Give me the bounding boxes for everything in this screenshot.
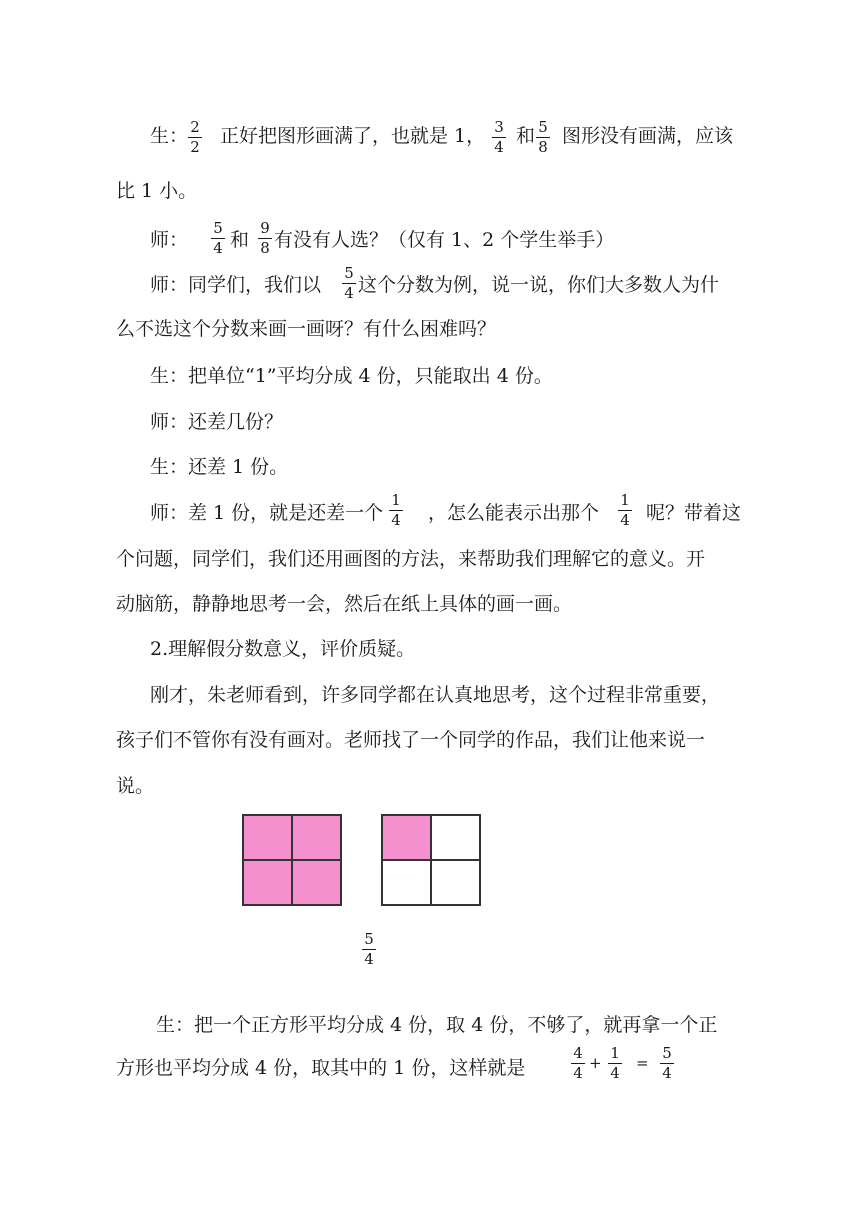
paragraph-text: 比 1 小。	[116, 180, 198, 202]
figure-caption-fraction: 5 4	[362, 931, 376, 968]
fraction-1-4: 1 4	[618, 492, 632, 529]
paragraph-text: 个问题，同学们，我们还用画图的方法，来帮助我们理解它的意义。开	[116, 548, 706, 570]
speaker-label: 师：	[150, 229, 189, 251]
paragraph-text: 生：把单位“1”平均分成 4 份，只能取出 4 份。	[150, 365, 553, 387]
paragraph-text: 师：差 1 份，就是还差一个	[150, 502, 384, 524]
paragraph-text: 和	[516, 125, 536, 147]
fraction-5-8: 5 8	[536, 119, 550, 156]
speaker-label: 生：	[150, 125, 189, 147]
square-part-filled	[292, 860, 341, 905]
fraction-5-4: 5 4	[211, 220, 225, 257]
plus-sign: +	[589, 1054, 602, 1072]
paragraph-text: 师：还差几份？	[150, 411, 284, 433]
section-heading: 2.理解假分数意义，评价质疑。	[150, 638, 416, 660]
paragraph-text: 么不选这个分数来画一画呀？有什么困难吗？	[116, 318, 497, 340]
paragraph-text: 呢？带着这	[646, 502, 742, 524]
square-part-empty	[382, 860, 431, 905]
fraction-5-4: 5 4	[660, 1045, 674, 1082]
fraction-9-8: 9 8	[258, 220, 272, 257]
paragraph-text: 这个分数为例，说一说，你们大多数人为什	[358, 274, 720, 296]
fraction-2-2: 2 2	[188, 119, 202, 156]
paragraph-text: 说。	[116, 775, 155, 797]
paragraph-text: 刚才，朱老师看到，许多同学都在认真地思考，这个过程非常重要，	[150, 684, 721, 706]
paragraph-text: 生：还差 1 份。	[150, 456, 289, 478]
square-part-empty	[431, 815, 480, 860]
square-part-filled	[243, 860, 292, 905]
square-full	[242, 814, 342, 906]
paragraph-text: 生：把一个正方形平均分成 4 份，取 4 份，不够了，就再拿一个正	[156, 1014, 718, 1036]
fraction-4-4: 4 4	[571, 1045, 585, 1082]
square-part-filled	[382, 815, 431, 860]
square-one-quarter	[381, 814, 481, 906]
fraction-5-4: 5 4	[342, 265, 356, 302]
paragraph-text: 动脑筋，静静地思考一会，然后在纸上具体的画一画。	[116, 593, 573, 615]
paragraph-text: 师：同学们，我们以	[150, 274, 322, 296]
fraction-3-4: 3 4	[492, 119, 506, 156]
paragraph-text: 方形也平均分成 4 份，取其中的 1 份，这样就是	[116, 1057, 526, 1079]
paragraph-text: 有没有人选？（仅有 1、2 个学生举手）	[274, 229, 615, 251]
paragraph-text: 正好把图形画满了，也就是 1，	[220, 125, 486, 147]
square-part-filled	[243, 815, 292, 860]
paragraph-text: 孩子们不管你有没有画对。老师找了一个同学的作品，我们让他来说一	[116, 729, 706, 751]
paragraph-text: 和	[230, 229, 250, 251]
fraction-1-4: 1 4	[389, 492, 403, 529]
square-part-filled	[292, 815, 341, 860]
square-part-empty	[431, 860, 480, 905]
paragraph-text: ，怎么能表示出那个	[428, 502, 600, 524]
paragraph-text: 图形没有画满，应该	[562, 125, 734, 147]
equals-sign: =	[636, 1054, 649, 1072]
fraction-1-4: 1 4	[608, 1045, 622, 1082]
